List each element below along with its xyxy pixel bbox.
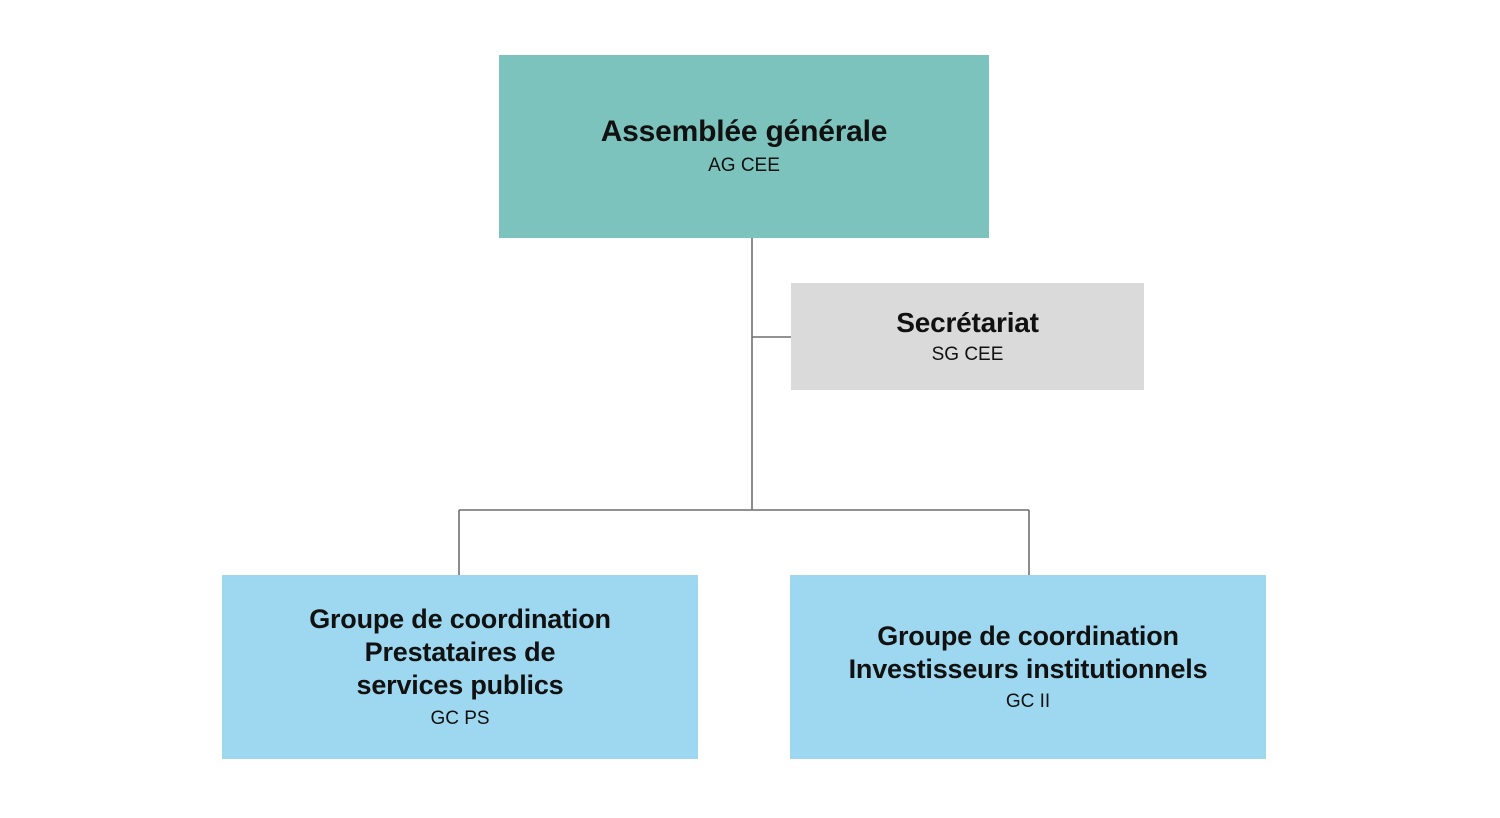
node-title: Secrétariat [896, 306, 1039, 338]
node-groupe-coordination-prestataires[interactable] [222, 575, 698, 759]
node-title-line: Groupe de coordination [877, 620, 1179, 651]
node-title-line: Prestataires de [364, 636, 556, 667]
node-title-line: services publics [356, 669, 564, 700]
node-subtitle: AG CEE [708, 155, 780, 177]
node-title-line: Groupe de coordination [309, 603, 611, 634]
node-secretariat[interactable] [791, 283, 1144, 390]
node-groupe-coordination-investisseurs[interactable] [790, 575, 1266, 759]
node-assemblee-generale[interactable] [499, 55, 989, 238]
node-subtitle: SG CEE [931, 343, 1004, 365]
node-subtitle: GC II [1005, 690, 1051, 712]
node-subtitle: GC PS [430, 707, 490, 729]
node-title: Assemblée générale [600, 114, 888, 148]
node-title-line: Investisseurs institutionnels [848, 653, 1208, 684]
node-title [309, 603, 611, 702]
node-title [849, 620, 1208, 686]
